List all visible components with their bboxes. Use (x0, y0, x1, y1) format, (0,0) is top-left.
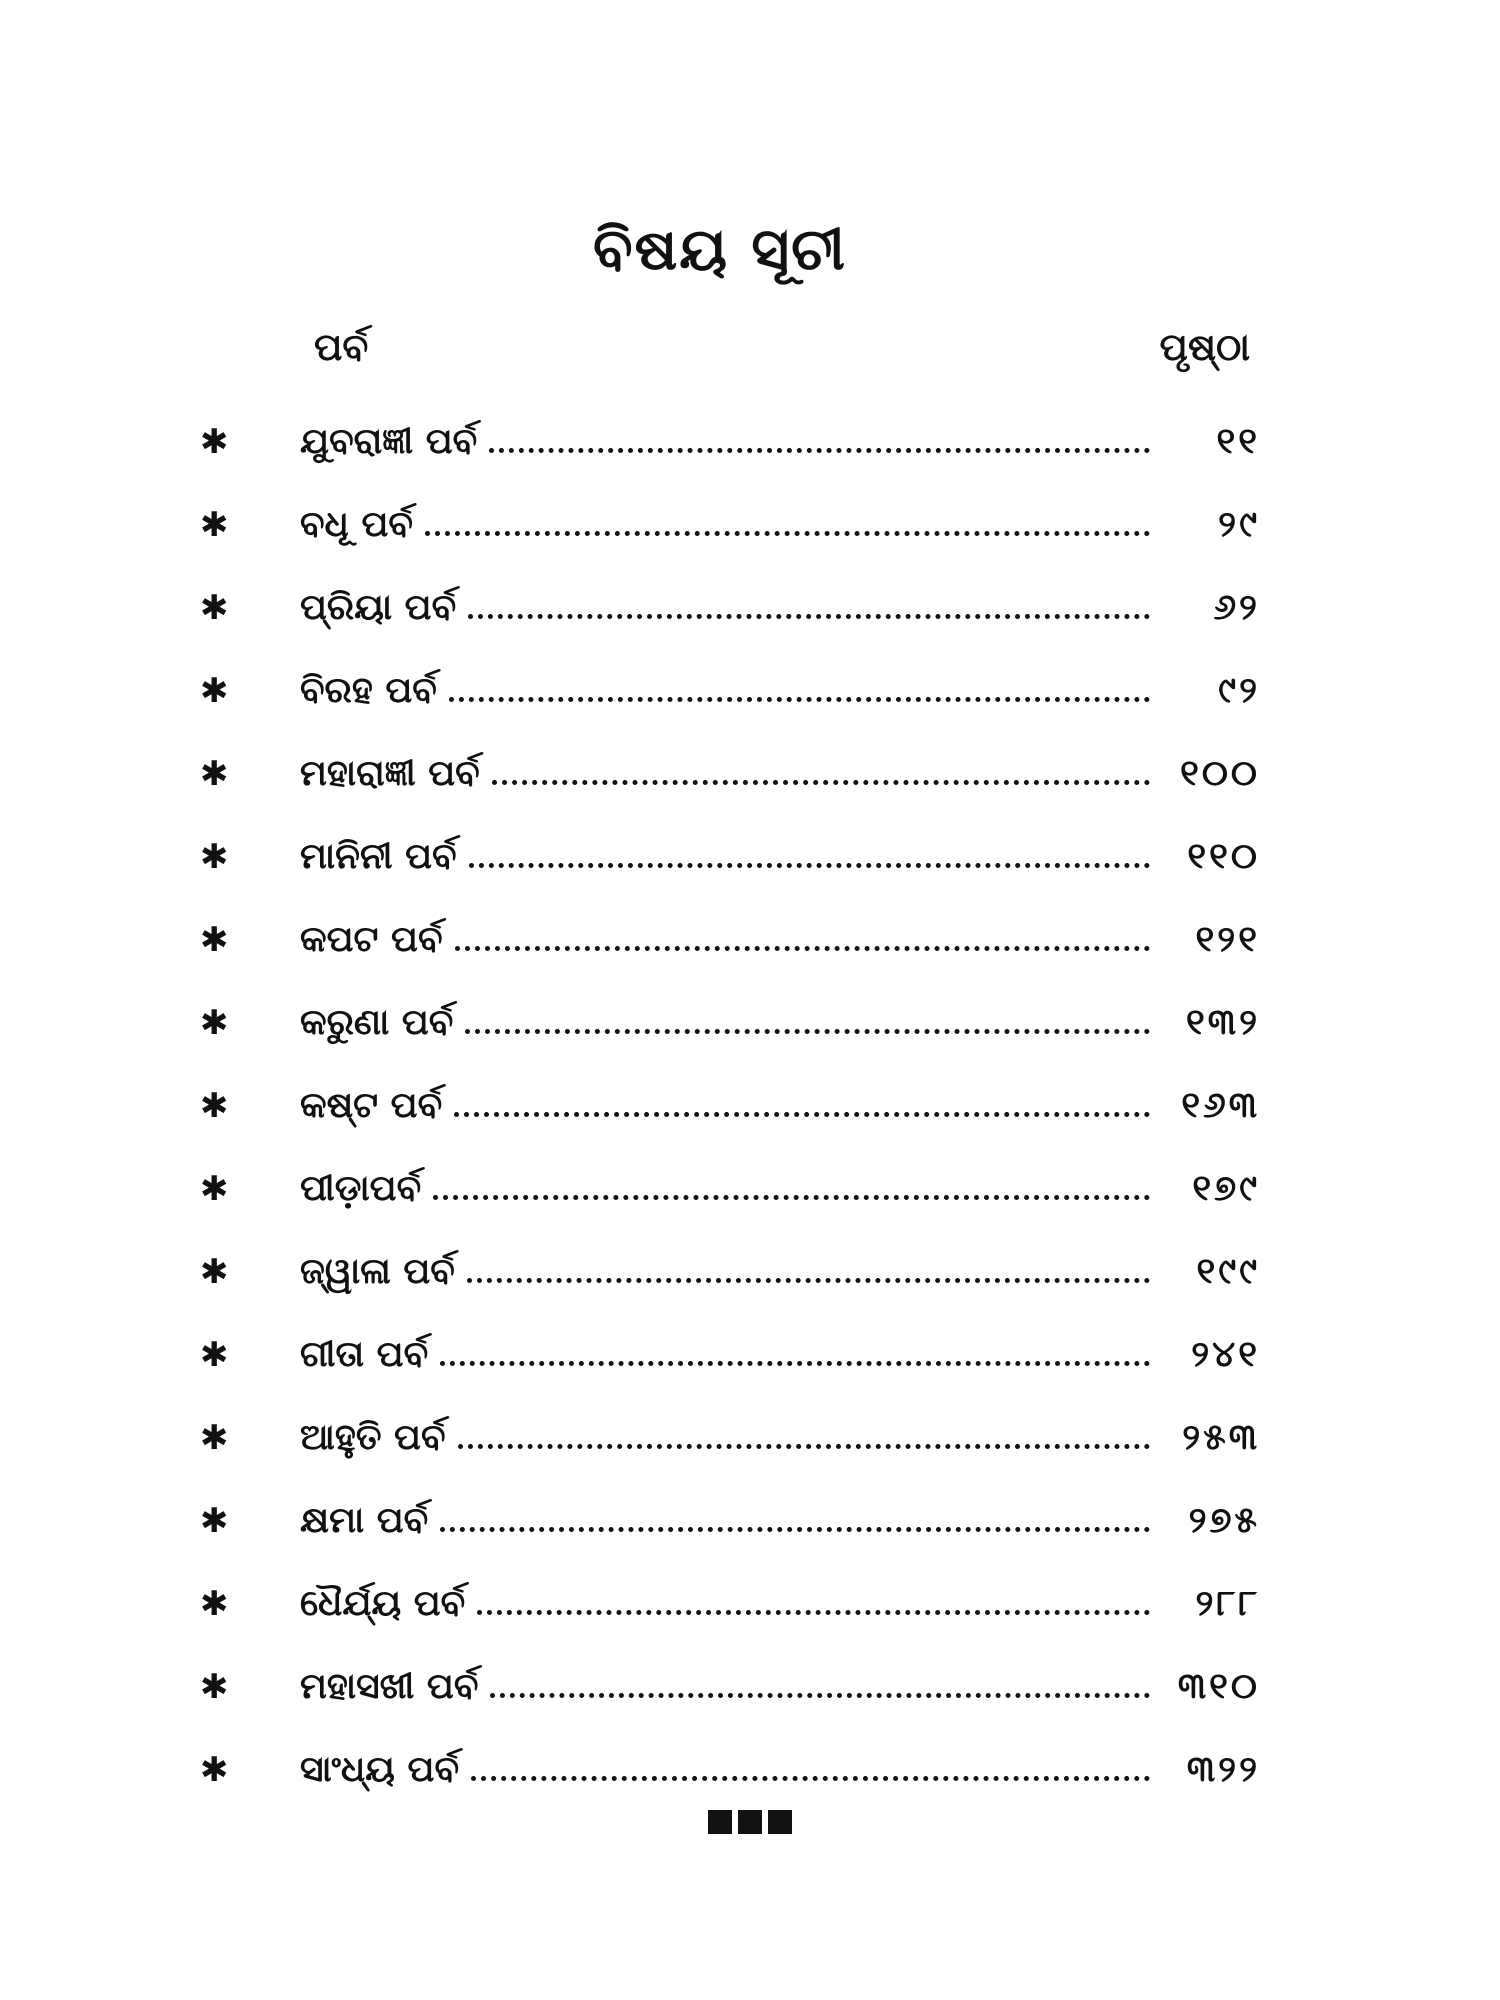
star-bullet-icon: ✱ (200, 587, 229, 628)
star-bullet-icon: ✱ (200, 1334, 229, 1375)
toc-entry-title: କ୍ଷମା ପର୍ବ (300, 1499, 429, 1541)
toc-entry[interactable] (200, 898, 1260, 981)
dot-leader (468, 614, 1150, 619)
dot-leader (449, 697, 1150, 702)
toc-entry[interactable] (200, 815, 1260, 898)
star-bullet-icon: ✱ (200, 1251, 229, 1292)
toc-entry-title: ଧୈର୍ଯ୍ୟ ପର୍ବ (300, 1582, 466, 1624)
star-bullet-icon: ✱ (200, 1500, 229, 1541)
section-column-header: ପର୍ବ (314, 325, 369, 369)
toc-entry-title: ମହାସଖୀ ପର୍ବ (300, 1665, 479, 1707)
star-bullet-icon: ✱ (200, 504, 229, 545)
toc-entry-page: ୧୬୩ (1181, 1084, 1260, 1126)
toc-entry-page: ୨୫୩ (1182, 1416, 1260, 1458)
star-bullet-icon: ✱ (200, 421, 229, 462)
toc-entry-title: ବିରହ ପର୍ବ (300, 669, 437, 711)
toc-entry-page: ୧୯୯ (1196, 1250, 1260, 1292)
dot-leader (490, 1693, 1150, 1698)
toc-entry-title: ସାଂଧ୍ୟ ପର୍ବ (300, 1748, 460, 1790)
toc-entry[interactable] (200, 1645, 1260, 1728)
toc-entry[interactable] (200, 1396, 1260, 1479)
dot-leader (489, 448, 1150, 453)
toc-entry-page: ୨୮୮ (1195, 1582, 1260, 1624)
toc-entry[interactable] (200, 1064, 1260, 1147)
dot-leader (440, 1527, 1150, 1532)
page-title: ବିଷୟ ସୂଚୀ (592, 215, 848, 283)
toc-entry[interactable] (200, 1479, 1260, 1562)
toc-entry-title: ମାନିନୀ ପର୍ବ (300, 835, 457, 877)
square-icon (768, 1810, 792, 1834)
toc-entry-title: ଯୁବରାଜ୍ଞୀ ପର୍ବ (300, 420, 478, 462)
toc-entry-page: ୨୪୧ (1191, 1333, 1260, 1375)
toc-entry-page: ୧୧ (1216, 420, 1260, 462)
dot-leader (425, 531, 1150, 536)
toc-entry-page: ୬୨ (1213, 586, 1260, 628)
toc-entry[interactable] (200, 732, 1260, 815)
toc-entry-page: ୯୨ (1218, 669, 1260, 711)
star-bullet-icon: ✱ (200, 1583, 229, 1624)
star-bullet-icon: ✱ (200, 1749, 229, 1790)
toc-entry-title: କଷ୍ଟ ପର୍ବ (300, 1084, 443, 1126)
toc-entry-title: ପ୍ରିୟା ପର୍ବ (300, 586, 457, 628)
toc-entry-page: ୧୩୨ (1186, 1001, 1260, 1043)
dot-leader (458, 1444, 1150, 1449)
toc-entry-title: ଗୀତା ପର୍ବ (300, 1333, 429, 1375)
page-column-header: ପୃଷ୍ଠା (1159, 325, 1250, 369)
toc-entry-page: ୧୭୯ (1192, 1167, 1260, 1209)
square-icon (708, 1810, 732, 1834)
dot-leader (467, 1278, 1150, 1283)
toc-entry[interactable] (200, 1562, 1260, 1645)
end-ornament-icon (0, 1810, 1500, 1834)
star-bullet-icon: ✱ (200, 1085, 229, 1126)
toc-entry-page: ୨୯ (1218, 503, 1260, 545)
toc-entry-page: ୧୦୦ (1180, 752, 1260, 794)
dot-leader (469, 863, 1150, 868)
dot-leader (492, 780, 1150, 785)
toc-entry-title: ମହାରାଜ୍ଞୀ ପର୍ବ (300, 752, 480, 794)
toc-entry-title: କପଟ ପର୍ବ (300, 918, 443, 960)
star-bullet-icon: ✱ (200, 1002, 229, 1043)
star-bullet-icon: ✱ (200, 1168, 229, 1209)
dot-leader (454, 1112, 1150, 1117)
dot-leader (455, 946, 1151, 951)
table-of-contents (200, 400, 1260, 1811)
toc-entry[interactable] (200, 1313, 1260, 1396)
star-bullet-icon: ✱ (200, 670, 229, 711)
dot-leader (477, 1610, 1150, 1615)
toc-entry-title: ପୀଡ଼ାପର୍ବ (300, 1167, 422, 1209)
toc-entry-page: ୩୧୦ (1177, 1665, 1260, 1707)
star-bullet-icon: ✱ (200, 1666, 229, 1707)
star-bullet-icon: ✱ (200, 919, 229, 960)
dot-leader (440, 1361, 1150, 1366)
toc-entry-title: କରୁଣା ପର୍ବ (300, 1001, 454, 1043)
toc-entry[interactable] (200, 566, 1260, 649)
toc-entry[interactable] (200, 1230, 1260, 1313)
dot-leader (465, 1029, 1150, 1034)
toc-entry-title: ଆହୁତି ପର୍ବ (300, 1416, 446, 1458)
toc-entry[interactable] (200, 1147, 1260, 1230)
toc-entry[interactable] (200, 981, 1260, 1064)
toc-entry-title: ବଧୂ ପର୍ବ (300, 503, 413, 545)
toc-entry-page: ୧୧୦ (1187, 835, 1260, 877)
toc-entry[interactable] (200, 649, 1260, 732)
star-bullet-icon: ✱ (200, 1417, 229, 1458)
column-headers (300, 325, 1250, 375)
star-bullet-icon: ✱ (200, 753, 229, 794)
toc-entry-page: ୩୨୨ (1186, 1748, 1260, 1790)
star-bullet-icon: ✱ (200, 836, 229, 877)
dot-leader (433, 1195, 1150, 1200)
toc-entry[interactable] (200, 483, 1260, 566)
toc-entry-page: ୧୨୧ (1195, 918, 1260, 960)
toc-entry-page: ୨୭୫ (1188, 1499, 1260, 1541)
toc-entry-title: ଜ୍ୱାଳା ପର୍ବ (300, 1250, 455, 1292)
toc-entry[interactable] (200, 1728, 1260, 1811)
square-icon (738, 1810, 762, 1834)
dot-leader (471, 1776, 1150, 1781)
toc-entry[interactable] (200, 400, 1260, 483)
